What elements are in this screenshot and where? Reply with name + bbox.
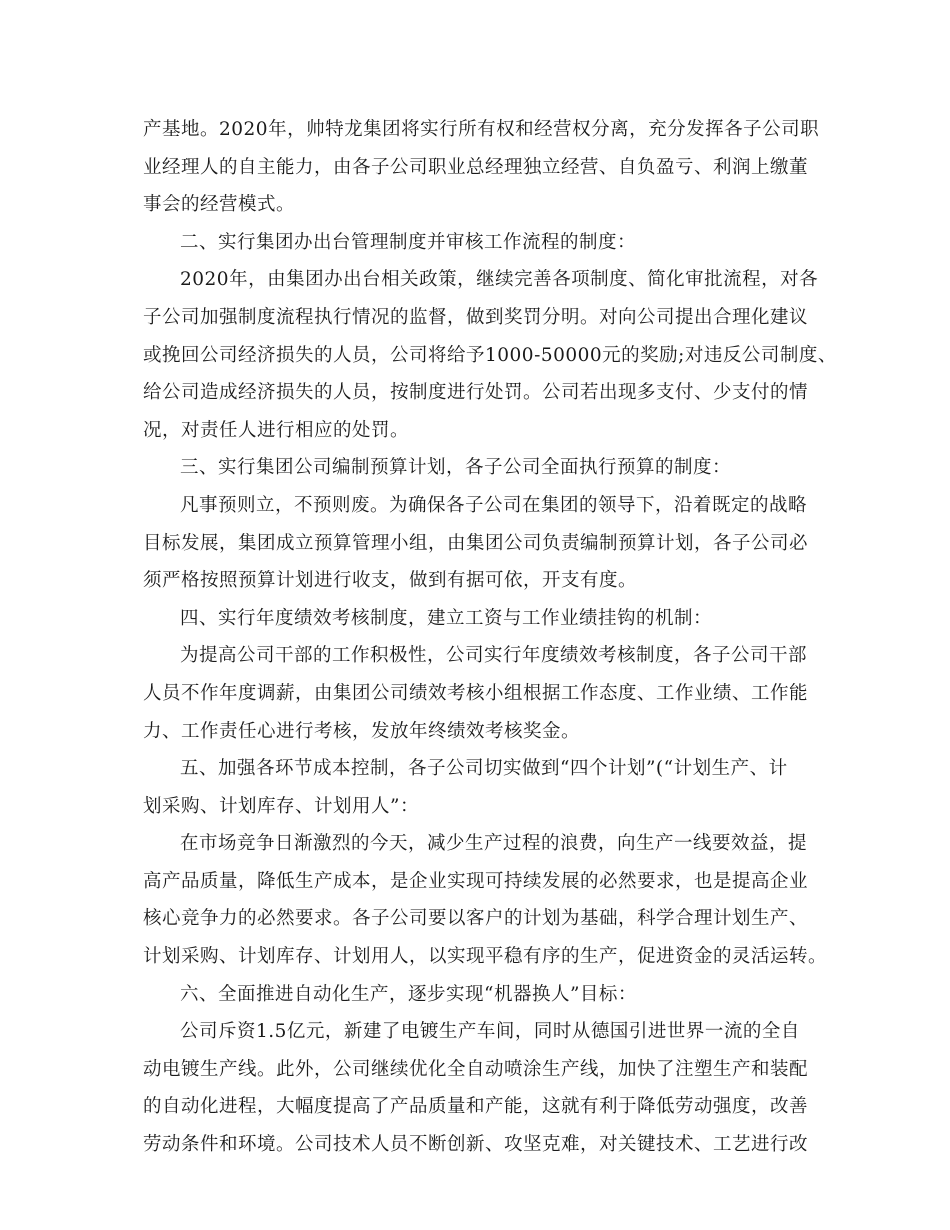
body-text-line: 计划采购、计划库存、计划用人，以实现平稳有序的生产，促进资金的灵活运转。 [143,946,828,968]
body-text-line: 凡事预则立，不预则废。为确保各子公司在集团的领导下，沿着既定的战略 [180,494,808,516]
body-text-line: 人员不作年度调薪，由集团公司绩效考核小组根据工作态度、工作业绩、工作能 [143,682,809,704]
body-text-line: 须严格按照预算计划进行收支，做到有据可依，开支有度。 [143,570,638,592]
body-text-line: 或挽回公司经济损失的人员，公司将给予1000-50000元的奖励;对违反公司制度、 [143,344,837,366]
body-text-line: 高产品质量，降低生产成本，是企业实现可持续发展的必然要求，也是提高企业 [143,870,809,892]
body-text-line: 子公司加强制度流程执行情况的监督，做到奖罚分明。对向公司提出合理化建议 [143,306,809,328]
section-heading-6: 六、全面推进自动化生产，逐步实现“机器换人”目标： [180,983,637,1005]
body-text-line: 给公司造成经济损失的人员，按制度进行处罚。公司若出现多支付、少支付的情 [143,382,809,404]
body-text-line: 事会的经营模式。 [143,194,296,216]
body-text-line: 划采购、计划库存、计划用人”： [143,795,419,817]
section-heading-2: 二、实行集团办出台管理制度并审核工作流程的制度： [180,231,637,253]
body-text-line: 核心竞争力的必然要求。各子公司要以客户的计划为基础，科学合理计划生产、 [143,908,809,930]
body-text-line: 公司斥资1.5亿元，新建了电镀生产车间，同时从德国引进世界一流的全自 [180,1021,800,1043]
section-heading-5: 五、加强各环节成本控制，各子公司切实做到“四个计划”(“计划生产、计 [180,758,788,780]
body-text-line: 况，对责任人进行相应的处罚。 [143,419,410,441]
body-text-line: 2020年，由集团办出台相关政策，继续完善各项制度、简化审批流程，对各 [180,269,819,291]
body-text-line: 为提高公司干部的工作积极性，公司实行年度绩效考核制度，各子公司干部 [180,645,808,667]
section-heading-3: 三、实行集团公司编制预算计划，各子公司全面执行预算的制度： [180,457,732,479]
body-text-line: 的自动化进程，大幅度提高了产品质量和产能，这就有利于降低劳动强度，改善 [143,1096,809,1118]
body-text-line: 劳动条件和环境。公司技术人员不断创新、攻坚克难，对关键技术、工艺进行改 [143,1134,809,1156]
body-text-line: 产基地。2020年，帅特龙集团将实行所有权和经营权分离，充分发挥各子公司职 [143,119,820,140]
document-body [143,111,837,1164]
body-text-line: 目标发展，集团成立预算管理小组，由集团公司负责编制预算计划，各子公司必 [143,532,809,554]
body-text-line: 动电镀生产线。此外，公司继续优化全自动喷涂生产线，加快了注塑生产和装配 [143,1058,809,1080]
body-text-line: 力、工作责任心进行考核，发放年终绩效考核奖金。 [143,720,581,742]
body-text-line: 业经理人的自主能力，由各子公司职业总经理独立经营、自负盈亏、利润上缴董 [143,156,809,178]
body-text-line: 在市场竞争日渐激烈的今天，减少生产过程的浪费，向生产一线要效益，提 [180,833,808,855]
section-heading-4: 四、实行年度绩效考核制度，建立工资与工作业绩挂钩的机制： [180,607,713,629]
